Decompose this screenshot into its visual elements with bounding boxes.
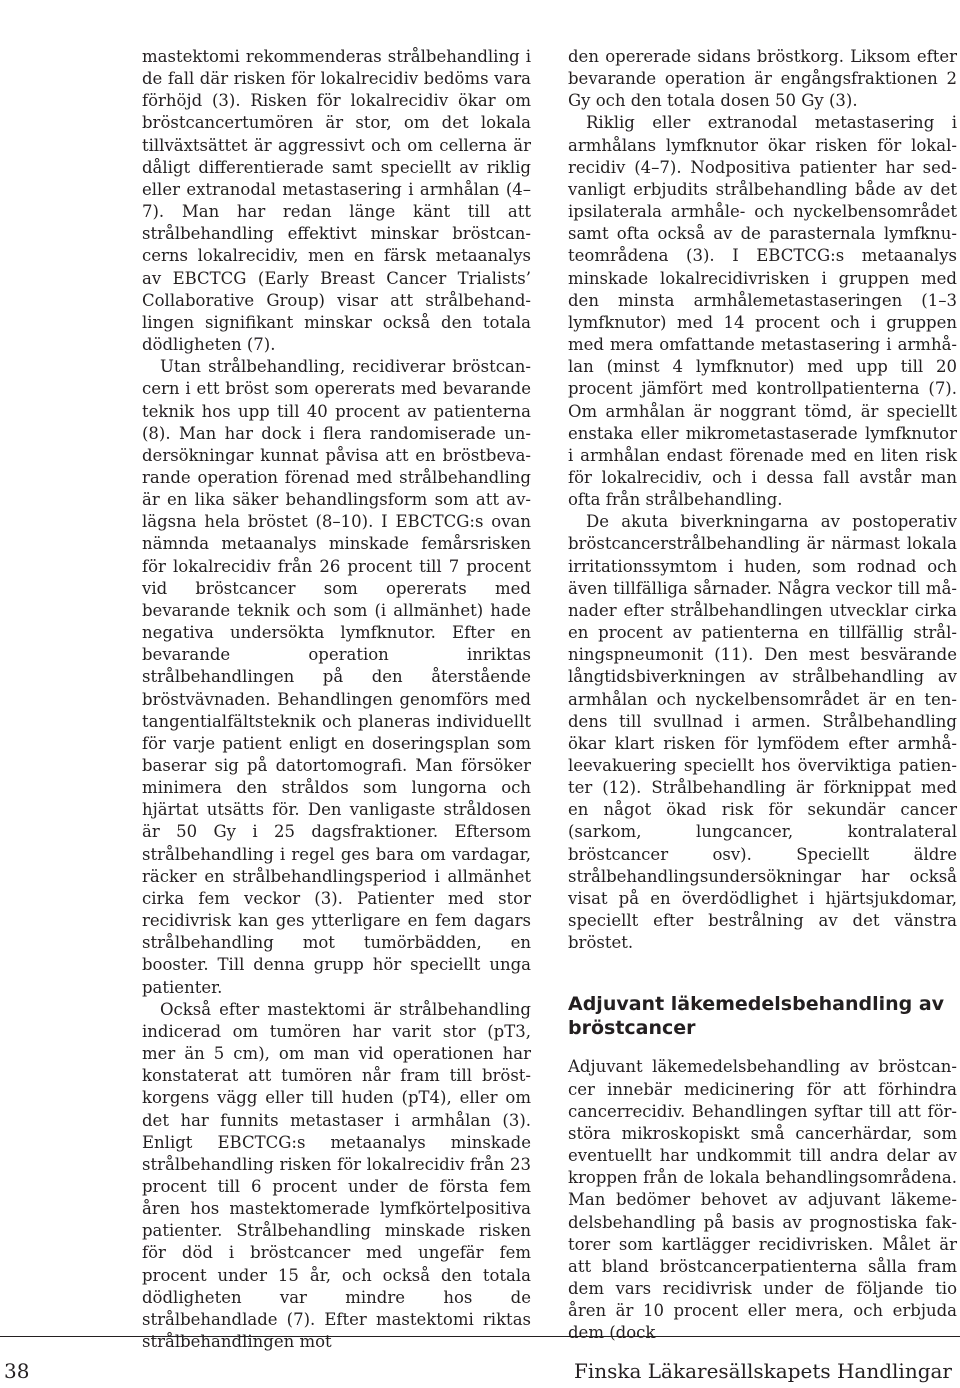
journal-name: Finska Läkaresällskapets Handlingar xyxy=(573,1359,952,1383)
page-number: 38 xyxy=(4,1359,30,1383)
body-paragraph: De akuta biverkningarna av postoperativ bröstcancerstrålbehandling är närmast lokala irritationssymtom i huden, som rodnad och även tillfälliga sårnader. Några veckor till månader efter strålbehandlingen utvecklar cirka en procent av patienterna en tillfällig strålningspneumonit (11). Den mest besvärande långtidsbiverkningen av strålbehandling av armhålan och nyckelbensområdet är en tendens till svullnad i armen. Strålbehandling ökar klart risken för lymfödem efter armhåleevakuering speciellt hos överviktiga patienter (12). Strålbehandling är förknippat med en något ökad risk för sekundär cancer (sarkom, lungcancer, kontralateral bröstcancer osv). Speciellt äldre strålbehandlingsundersökningar har också visat på en överdödlighet i hjärtsjukdomar, speciellt efter bestrålning av det vänstra bröstet. xyxy=(568,512,957,953)
section-heading: Adjuvant läkemedelsbehandling av bröstcancer xyxy=(568,993,945,1040)
body-paragraph: Också efter mastektomi är strålbehandling indicerad om tumören har varit stor (pT3, mer än 5 cm), om man vid operationen har konstaterat att tumören når fram till bröstkorgens vägg eller till huden (pT4), eller om det har funnits metastaser i armhålan (3). Enligt EBCTCG:s metaanalys minskade strålbehandling risken för lokalrecidiv från 23 procent till 6 procent under de första fem åren hos mastektomerade lymfkörtelpositiva patienter. Strålbehandling minskade risken för död i bröstcancer med ungefär fem procent under 15 år, och också den totala dödligheten var mindre hos de strålbehandlade (7). Efter mastektomi riktas strålbehandlingen mot xyxy=(142,999,531,1352)
right-column xyxy=(568,46,957,1344)
body-paragraph: Utan strålbehandling, recidiverar bröstcancern i ett bröst som opererats med bevarande teknik hos upp till 40 procent av patienterna (8). Man har dock i flera randomiserade undersökningar kunnat påvisa att en bröstbevarande operation förenad med strålbehandling är en lika säker behandlingsform som att avlägsna hela bröstet (8–10). I EBCTCG:s ovan nämnda metaanalys minskade femårsrisken för lokalrecidiv från 26 procent till 7 procent vid bröstcancer som opererats med bevarande teknik och som (i allmänhet) hade negativa undersökta lymfknutor. Efter en bevarande operation inriktas strålbehandlingen på den återstående bröstvävnaden. Behandlingen genomförs med tangentialfältsteknik och planeras individuellt för varje patient enligt en doseringsplan som baserar sig på datortomografi. Man försöker minimera den stråldos som lungorna och hjärtat utsätts för. Den vanligaste stråldosen är 50 Gy i 25 dagsfraktioner. Eftersom strålbehandling i regel ges bara om vardagar, räcker en strålbehandlingsperiod i allmänhet cirka fem veckor (3). Patienter med stor recidivrisk kan ges ytterligare en fem dagars strålbehandling mot tumörbädden, en booster. Till denna grupp hör speciellt unga patienter. xyxy=(142,357,531,997)
left-column xyxy=(142,46,531,1353)
body-paragraph: den opererade sidans bröstkorg. Liksom efter bevarande operation är engångsfraktionen 2 Gy och den totala dosen 50 Gy (3). xyxy=(568,47,957,111)
body-paragraph: Adjuvant läkemedelsbehandling av bröstcancer innebär medicinering för att förhindra cancerrecidiv. Behandlingen syftar till att förstöra mikroskopiskt små cancerhärdar, som eventuellt har undkommit till andra delar av kroppen från de lokala behandlingsområdena. Man bedömer behovet av adjuvant läkemedelsbehandling på basis av prognostiska faktorer som kartlägger recidivrisken. Målet är att bland bröstcancerpatienterna sålla fram dem vars recidivrisk under de följande tio åren är 10 procent eller mera, och erbjuda dem (dock xyxy=(568,1057,957,1343)
footer-divider xyxy=(0,1336,960,1337)
body-paragraph: mastektomi rekommenderas strålbehandling i de fall där risken för lokalrecidiv bedöms vara förhöjd (3). Risken för lokalrecidiv ökar om bröstcancertumören är stor, om det lokala tillväxtsättet är aggressivt och om cellerna är dåligt differentierade samt speciellt av riklig eller extranodal metastasering i armhålan (4–7). Man har redan länge känt till att strålbehandling effektivt minskar bröstcancerns lokalrecidiv, men en färsk metaanalys av EBCTCG (Early Breast Cancer Trialists’ Collaborative Group) visar att strålbehandlingen signifikant minskar också den totala dödligheten (7). xyxy=(142,47,531,355)
body-paragraph: Riklig eller extranodal metastasering i armhålans lymfknutor ökar risken för lokalrecidiv (4–7). Nodpositiva patienter har sedvanligt erbjudits strålbehandling både av det ipsilaterala armhåle- och nyckelbensområdet samt ofta också av de parasternala lymfknuteområdena (3). I EBCTCG:s metaanalys minskade lokalrecidivrisken i gruppen med den minsta armhålemetastaseringen (1–3 lymfknutor) med 14 procent och i gruppen med mera omfattande metastasering i armhålan (minst 4 lymfknutor) med upp till 20 procent jämfört med kontrollpatienterna (7). Om armhålan är noggrant tömd, är speciellt enstaka eller mikrometastaserade lymfknutor i armhålan endast förenade med en liten risk för lokalrecidiv, och i dessa fall avstår man ofta från strålbehandling. xyxy=(568,113,957,510)
